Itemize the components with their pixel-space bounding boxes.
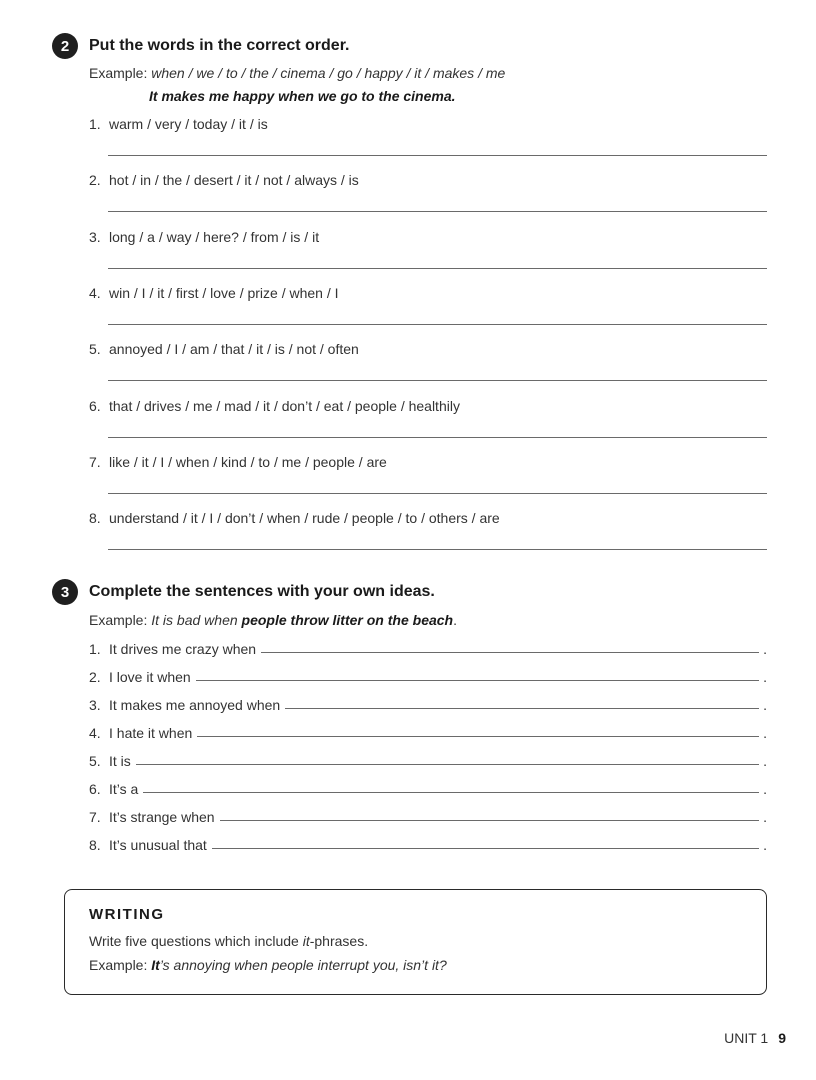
sentence-start [89,697,280,713]
exercise-3-item [89,779,767,797]
writing-example [89,957,447,973]
instruction-pre: Write five questions which include [89,933,303,949]
full-stop: . [763,641,767,657]
sentence-start [89,837,207,853]
exercise-2-example [89,65,505,81]
answer-blank[interactable] [285,708,759,709]
sentence-text: It’s a [109,781,139,797]
answer-blank[interactable] [261,652,759,653]
sentence-start [89,753,131,769]
example-end: . [453,612,457,628]
item-number: 7. [89,809,101,825]
sentence-start [89,809,215,825]
item-words: long / a / way / here? / from / is / it [109,228,320,245]
example-label: Example: [89,65,148,81]
sentence-start [89,781,138,797]
exercise-3-item [89,751,767,769]
item-number: 8. [89,510,101,527]
item-number: 4. [89,725,101,741]
answer-line[interactable] [108,549,767,550]
answer-blank[interactable] [136,764,759,765]
writing-title: WRITING [89,906,165,923]
exercise-3-example [89,612,457,628]
answer-blank[interactable] [143,792,759,793]
answer-line[interactable] [108,493,767,494]
instruction-italic: it [302,933,310,949]
sentence-start [89,641,256,657]
answer-line[interactable] [108,211,767,212]
writing-example-rest: ’s annoying when people interrupt you, isn’t it? [159,957,447,973]
answer-blank[interactable] [212,848,759,849]
answer-line[interactable] [108,380,767,381]
item-number: 6. [89,781,101,797]
example-bold: people throw litter on the beach [241,612,454,628]
item-words: like / it / I / when / kind / to / me / people / are [109,453,387,470]
full-stop: . [763,781,767,797]
item-words: that / drives / me / mad / it / don’t / eat / people / healthily [109,397,460,414]
sentence-text: It’s unusual that [109,837,207,853]
item-words: hot / in / the / desert / it / not / always / is [109,172,359,189]
full-stop: . [763,697,767,713]
exercise-3-item [89,639,767,657]
exercise-2-item [89,229,319,245]
item-number: 5. [89,341,101,358]
sentence-start [89,669,191,685]
sentence-text: It is [109,753,131,769]
exercise-2-item [89,510,500,526]
exercise-2-item [89,172,359,188]
full-stop: . [763,725,767,741]
item-number: 1. [89,116,101,132]
full-stop: . [763,809,767,825]
item-number: 5. [89,753,101,769]
answer-line[interactable] [108,437,767,438]
sentence-start [89,725,192,741]
item-words: understand / it / I / don’t / when / rude / people / to / others / are [109,510,500,527]
example-italic: It is bad when [151,612,238,628]
sentence-text: It drives me crazy when [109,641,257,657]
sentence-text: It makes me annoyed when [109,697,281,713]
exercise-2-item [89,454,387,470]
exercise-3-item [89,695,767,713]
exercise-2-item [89,116,268,132]
writing-instruction [89,933,368,949]
page-footer [724,1030,786,1046]
item-number: 3. [89,697,101,713]
exercise-3-item [89,835,767,853]
answer-line[interactable] [108,324,767,325]
exercise-2-item [89,398,460,414]
item-number: 4. [89,284,101,301]
exercise-3-item [89,723,767,741]
full-stop: . [763,669,767,685]
answer-blank[interactable] [196,680,759,681]
item-number: 6. [89,397,101,414]
exercise-2-badge: 2 [52,33,78,59]
instruction-post: -phrases. [309,933,369,949]
item-number: 2. [89,172,101,189]
exercise-2-example-answer: It makes me happy when we go to the cinema. [149,88,456,104]
sentence-text: I love it when [109,669,191,685]
full-stop: . [763,837,767,853]
answer-line[interactable] [108,155,767,156]
example-prompt: when / we / to / the / cinema / go / happy / it / makes / me [151,65,506,81]
writing-example-bold: It [151,957,160,973]
writing-example-label: Example: [89,957,148,973]
unit-label: UNIT 1 [724,1030,769,1046]
sentence-text: It’s strange when [109,809,215,825]
item-words: warm / very / today / it / is [109,116,268,132]
exercise-3-item [89,667,767,685]
exercise-2-item [89,341,359,357]
item-number: 2. [89,669,101,685]
item-words: annoyed / I / am / that / it / is / not / often [109,341,359,358]
exercise-2-heading: Put the words in the correct order. [89,37,350,54]
item-words: win / I / it / first / love / prize / when / I [109,284,339,301]
item-number: 3. [89,228,101,245]
exercise-3-item [89,807,767,825]
item-number: 1. [89,641,101,657]
exercise-3-badge: 3 [52,579,78,605]
page-number: 9 [778,1030,786,1046]
item-number: 8. [89,837,101,853]
answer-line[interactable] [108,268,767,269]
full-stop: . [763,753,767,769]
exercise-3-heading: Complete the sentences with your own ideas. [89,583,435,600]
answer-blank[interactable] [220,820,760,821]
item-number: 7. [89,453,101,470]
answer-blank[interactable] [197,736,759,737]
exercise-2-item [89,285,339,301]
example-label: Example: [89,612,148,628]
sentence-text: I hate it when [109,725,193,741]
